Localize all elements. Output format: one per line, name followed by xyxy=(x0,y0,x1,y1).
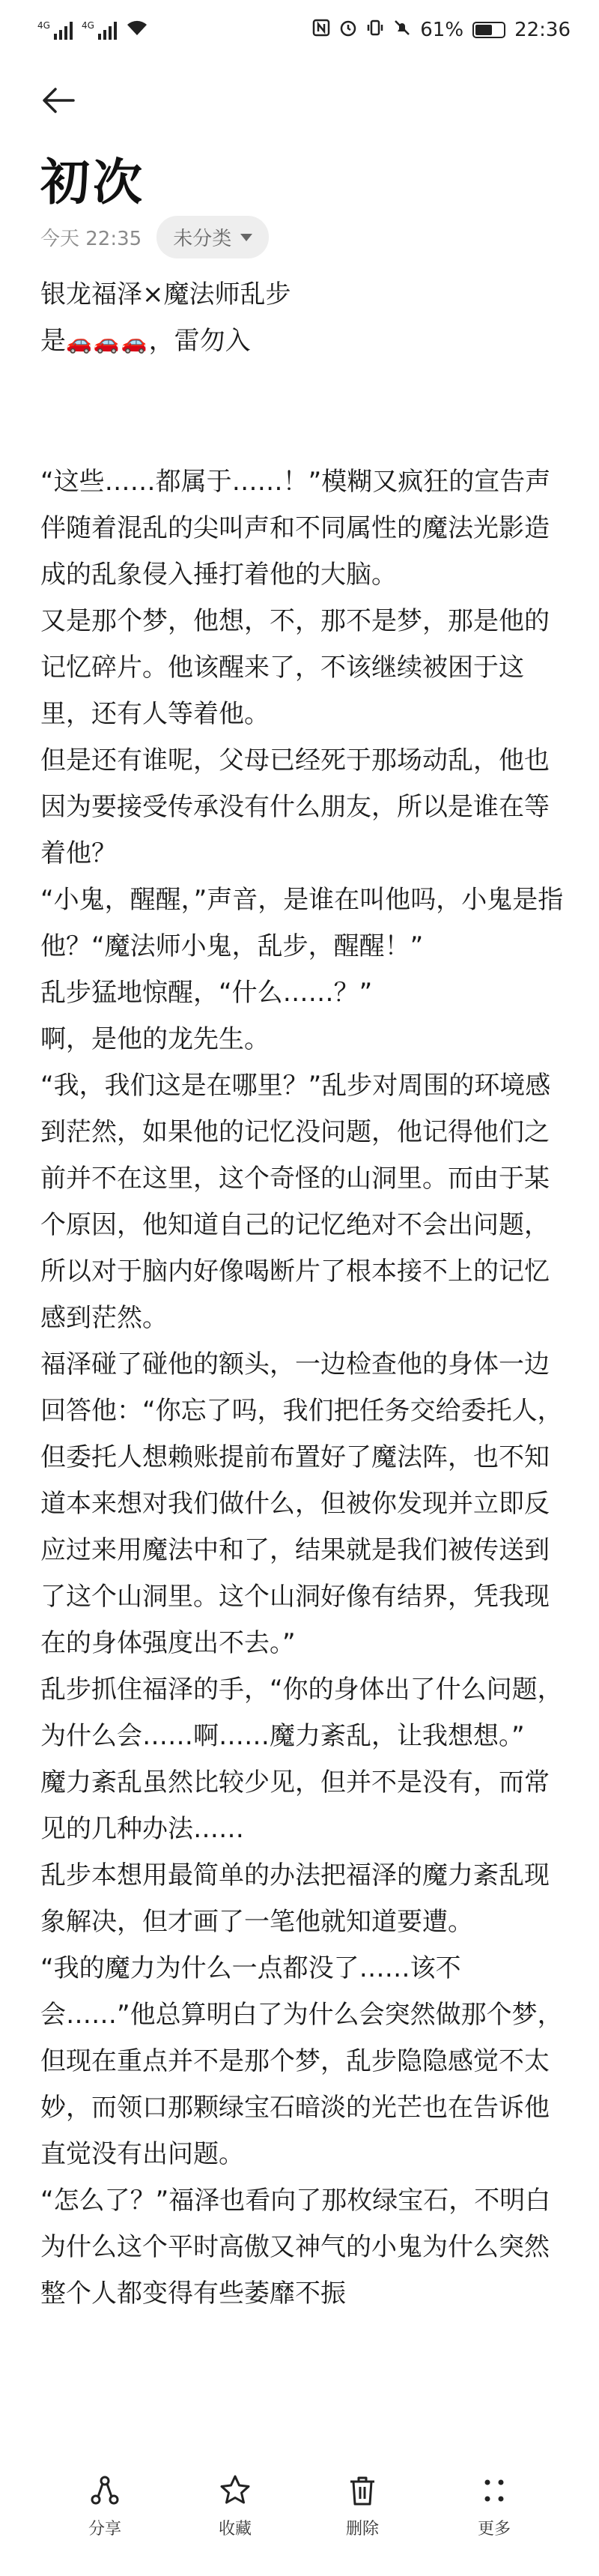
car-emoji-icons: 🚗🚗🚗 xyxy=(66,330,149,354)
share-label: 分享 xyxy=(88,2520,121,2539)
note-date: 今天 22:35 xyxy=(40,228,142,250)
battery-icon xyxy=(472,22,505,38)
blank-space xyxy=(40,366,565,459)
favorite-button[interactable] xyxy=(190,2473,280,2539)
paragraph: 福泽碰了碰他的额头，一边检查他的身体一边回答他：“你忘了吗，我们把任务交给委托人，但委托人想赖账提前布置好了魔法阵，也不知道本来想对我们做什么，但被你发现并立即反应过来用魔法中和了，结果就是我们被传送到了这个山洞里。这个山洞好像有结界，凭我现在的身体强度出不去。” xyxy=(40,1349,563,1658)
back-button[interactable] xyxy=(36,78,81,123)
intro-line: 银龙福泽×魔法师乱步 xyxy=(40,279,291,309)
paragraph: “小鬼，醒醒，”声音，是谁在叫他吗，小鬼是指他？“魔法师小鬼，乱步，醒醒！” xyxy=(40,885,564,961)
share-icon xyxy=(87,2473,123,2509)
paragraph: 魔力紊乱虽然比较少见，但并不是没有，而常见的几种办法…… xyxy=(40,1768,550,1844)
wifi-icon xyxy=(126,19,148,41)
paragraph: “我的魔力为什么一点都没了……该不会……”他总算明白了为什么会突然做那个梦，但现在重点并不是那个梦，乱步隐隐感觉不太妙，而领口那颗绿宝石暗淡的光芒也在告诉他直觉没有出问题。 xyxy=(40,1953,563,2169)
paragraph: 又是那个梦，他想，不，那不是梦，那是他的记忆碎片。他该醒来了，不该继续被困于这里，还有人等着他。 xyxy=(40,606,550,729)
paragraph: 乱步抓住福泽的手，“你的身体出了什么问题，为什么会……啊……魔力紊乱，让我想想。” xyxy=(40,1675,563,1751)
battery-percentage: 61% xyxy=(420,19,464,41)
status-bar-right xyxy=(312,19,571,42)
star-icon xyxy=(217,2473,253,2509)
category-label: 未分类 xyxy=(173,228,232,250)
paragraph: 啊，是他的龙先生。 xyxy=(40,1024,270,1054)
network-type-label: 4G xyxy=(37,20,50,31)
more-button[interactable] xyxy=(449,2473,539,2539)
paragraph: 但是还有谁呢，父母已经死于那场动乱，他也因为要接受传承没有什么朋友，所以是谁在等着他？ xyxy=(40,746,550,868)
network-type-label: 4G xyxy=(81,20,94,31)
favorite-label: 收藏 xyxy=(218,2520,252,2539)
share-button[interactable] xyxy=(60,2473,150,2539)
paragraph: “我，我们这是在哪里？”乱步对周围的环境感到茫然，如果他的记忆没问题，他记得他们之前并不在这里，这个奇怪的山洞里。而由于某个原因，他知道自己的记忆绝对不会出问题，所以对于脑内好像喝断片了根本接不上的记忆感到茫然。 xyxy=(40,1071,551,1333)
paragraph: 乱步猛地惊醒，“什么……？” xyxy=(40,978,373,1008)
cellular-signal-icon xyxy=(37,20,73,40)
bottom-toolbar xyxy=(0,2446,599,2576)
note-title[interactable]: 初次 xyxy=(40,154,145,211)
intro-line: 是🚗🚗🚗，雷勿入 xyxy=(40,326,251,356)
arrow-left-icon xyxy=(42,87,75,114)
category-dropdown[interactable] xyxy=(156,216,269,258)
paragraph: 乱步本想用最简单的办法把福泽的魔力紊乱现象解决，但才画了一笔他就知道要遭。 xyxy=(40,1860,550,1937)
more-dots-icon xyxy=(476,2473,512,2509)
cellular-signal-icon xyxy=(82,20,117,40)
alarm-icon xyxy=(339,19,357,42)
delete-label: 删除 xyxy=(345,2520,379,2539)
note-body[interactable] xyxy=(40,271,565,2317)
nfc-icon xyxy=(312,19,330,42)
more-label: 更多 xyxy=(477,2520,511,2539)
status-bar xyxy=(0,0,599,60)
delete-button[interactable] xyxy=(317,2473,407,2539)
note-meta xyxy=(40,216,269,258)
trash-icon xyxy=(344,2473,380,2509)
vibrate-icon xyxy=(366,19,384,42)
clock: 22:36 xyxy=(514,19,571,41)
status-bar-left xyxy=(37,19,148,41)
paragraph: “怎么了？”福泽也看向了那枚绿宝石，不明白为什么这个平时高傲又神气的小鬼为什么突然整个人都变得有些萎靡不振 xyxy=(40,2186,551,2309)
paragraph: “这些……都属于……！”模糊又疯狂的宣告声伴随着混乱的尖叫声和不同属性的魔法光影造成的乱象侵入捶打着他的大脑。 xyxy=(40,467,551,590)
mute-icon xyxy=(393,19,411,42)
caret-down-icon xyxy=(240,234,252,241)
